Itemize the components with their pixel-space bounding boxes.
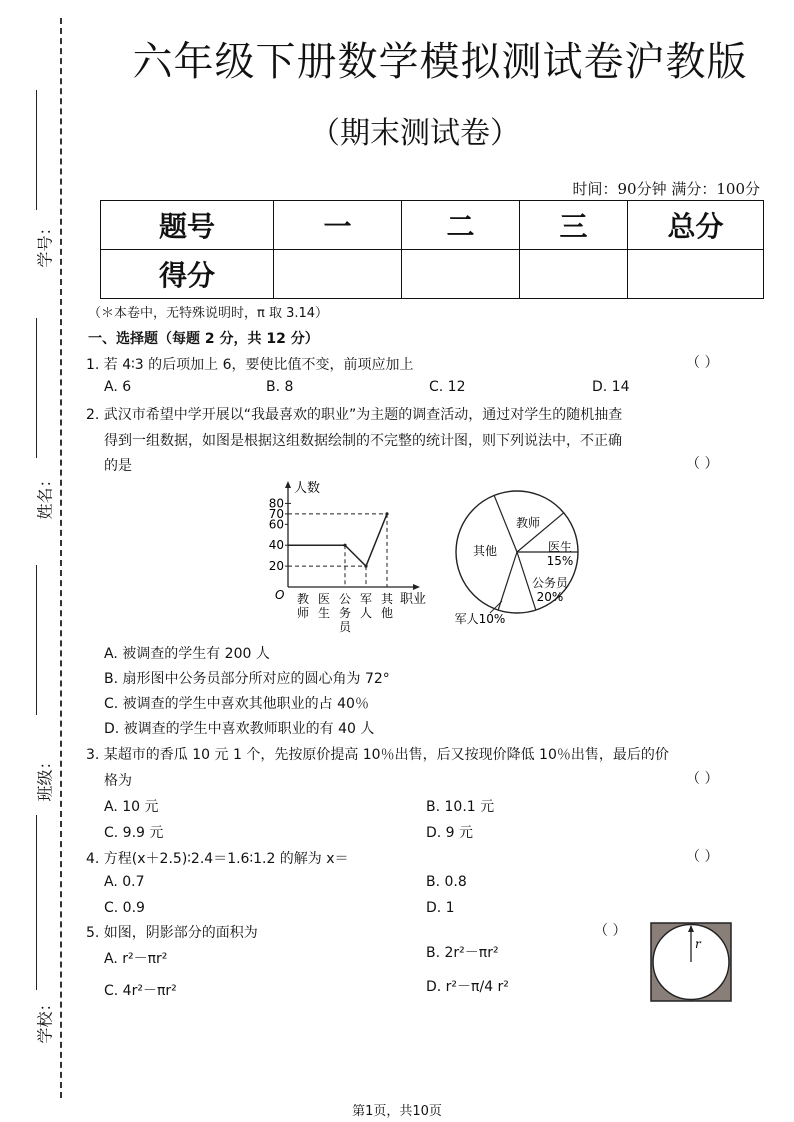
q2-option-b: B. 扇形图中公务员部分所对应的圆心角为 72° bbox=[104, 671, 390, 687]
data-point bbox=[364, 565, 367, 568]
x-tick-label: 医 bbox=[317, 592, 331, 606]
y-tick-label: 60 bbox=[268, 517, 284, 532]
page-footer: 第1页，共10页 bbox=[352, 1104, 442, 1119]
q3-option-b: B. 10.1 元 bbox=[426, 799, 495, 815]
question-3-stem: 3. 某超市的香瓜 10 元 1 个，先按原价提高 10％出售，后又按现价降低 10％出售，最后的价 bbox=[86, 747, 669, 763]
x-tick-label: 公 bbox=[338, 592, 352, 606]
x-tick-label: 生 bbox=[317, 606, 331, 620]
name-label: 姓名： bbox=[35, 471, 55, 520]
exam-meta: 时间：90分钟 满分：100分 bbox=[572, 180, 760, 198]
school-label: 学校： bbox=[35, 995, 55, 1044]
pie-slice-percent: 15% bbox=[546, 554, 574, 568]
answer-bracket[interactable]: （ ） bbox=[594, 923, 627, 939]
score-table-header-row bbox=[101, 201, 764, 250]
statistics-chart bbox=[250, 475, 574, 640]
x-axis-arrow bbox=[413, 584, 420, 590]
score-cell[interactable] bbox=[628, 250, 764, 299]
y-tick-label: 20 bbox=[268, 559, 284, 574]
page-subtitle: （期末测试卷） bbox=[310, 116, 520, 151]
pi-note: （＊本卷中，无特殊说明时，π 取 3.14） bbox=[88, 306, 329, 321]
question-2-stem: 2. 武汉市希望中学开展以“我最喜欢的职业”为主题的调查活动，通过对学生的随机抽查 bbox=[86, 407, 623, 423]
x-tick-label: 军 bbox=[359, 592, 373, 606]
pie-slice-percent: 20% bbox=[536, 590, 564, 604]
score-table bbox=[100, 200, 764, 299]
y-tick-label: 70 bbox=[268, 506, 284, 521]
answer-bracket[interactable]: （ ） bbox=[686, 456, 719, 472]
section-heading: 一、选择题（每题 2 分，共 12 分） bbox=[88, 331, 319, 347]
x-tick-label: 人 bbox=[359, 606, 373, 620]
question-5-stem: 5. 如图，阴影部分的面积为 bbox=[86, 925, 258, 941]
score-header-cell: 三 bbox=[520, 201, 628, 250]
q5-option-a: A. r²－πr² bbox=[104, 951, 168, 967]
y-axis-label: 人数 bbox=[294, 481, 321, 496]
x-tick-label: 务 bbox=[338, 606, 352, 620]
q3-option-c: C. 9.9 元 bbox=[104, 825, 164, 841]
class-label: 班级： bbox=[35, 753, 55, 802]
score-header-cell: 一 bbox=[274, 201, 402, 250]
line-chart bbox=[269, 480, 426, 634]
binding-margin bbox=[0, 0, 90, 1122]
x-tick-label: 员 bbox=[338, 620, 352, 634]
q2-figure bbox=[250, 475, 574, 644]
pie-chart bbox=[455, 491, 578, 626]
q4-option-a: A. 0.7 bbox=[104, 874, 145, 890]
answer-bracket[interactable]: （ ） bbox=[686, 849, 719, 865]
question-2-stem-end: 的是 bbox=[104, 458, 132, 474]
score-table-score-row bbox=[101, 250, 764, 299]
score-header-cell: 题号 bbox=[101, 201, 274, 250]
x-axis-label: 职业 bbox=[400, 592, 427, 607]
q2-option-a: A. 被调查的学生有 200 人 bbox=[104, 646, 270, 662]
q1-option-a: A. 6 bbox=[104, 379, 132, 395]
origin-label: O bbox=[275, 588, 285, 602]
q2-option-c: C. 被调查的学生中喜欢其他职业的占 40％ bbox=[104, 696, 369, 712]
score-header-cell: 二 bbox=[402, 201, 520, 250]
q5-figure bbox=[650, 922, 732, 1006]
series-line bbox=[288, 514, 387, 566]
page-title: 六年级下册数学模拟测试卷沪教版 bbox=[132, 39, 748, 85]
school-line bbox=[36, 815, 37, 990]
score-header-cell: 总分 bbox=[628, 201, 764, 250]
x-tick-label: 其 bbox=[380, 592, 394, 606]
data-point bbox=[343, 544, 346, 547]
y-tick-label: 40 bbox=[268, 538, 284, 553]
q4-option-c: C. 0.9 bbox=[104, 900, 145, 916]
q2-option-d: D. 被调查的学生中喜欢教师职业的有 40 人 bbox=[104, 721, 375, 737]
pie-slice-label: 教师 bbox=[515, 516, 541, 530]
pie-slice-label: 公务员 bbox=[531, 576, 569, 590]
student-id-label: 学号： bbox=[35, 219, 55, 268]
y-tick-label: 80 bbox=[268, 496, 284, 511]
q3-option-a: A. 10 元 bbox=[104, 799, 159, 815]
name-line bbox=[36, 318, 37, 458]
q4-option-b: B. 0.8 bbox=[426, 874, 467, 890]
circle-in-square-diagram bbox=[650, 922, 732, 1002]
q5-option-d: D. r²－π/4 r² bbox=[426, 979, 509, 995]
q3-option-d: D. 9 元 bbox=[426, 825, 474, 841]
score-row-label: 得分 bbox=[101, 250, 274, 299]
radius-label: r bbox=[695, 937, 701, 951]
answer-bracket[interactable]: （ ） bbox=[686, 355, 719, 371]
pie-slice-label: 军人10% bbox=[454, 612, 506, 626]
data-point bbox=[385, 512, 388, 515]
question-4-stem: 4. 方程(x＋2.5)∶2.4＝1.6∶1.2 的解为 x＝ bbox=[86, 851, 349, 867]
score-cell[interactable] bbox=[274, 250, 402, 299]
answer-bracket[interactable]: （ ） bbox=[686, 771, 719, 787]
q5-option-b: B. 2r²－πr² bbox=[426, 945, 499, 961]
cut-line bbox=[60, 18, 62, 1098]
y-axis-arrow bbox=[285, 481, 291, 488]
x-tick-label: 他 bbox=[380, 606, 394, 620]
score-cell[interactable] bbox=[402, 250, 520, 299]
class-line bbox=[36, 565, 37, 715]
q4-option-d: D. 1 bbox=[426, 900, 455, 916]
question-3-stem-cont: 格为 bbox=[104, 773, 132, 789]
pie-slice-label: 医生 bbox=[547, 540, 573, 554]
q1-option-b: B. 8 bbox=[266, 379, 294, 395]
x-tick-label: 师 bbox=[296, 606, 310, 620]
question-1-stem: 1. 若 4∶3 的后项加上 6，要使比值不变，前项应加上 bbox=[86, 357, 414, 373]
score-cell[interactable] bbox=[520, 250, 628, 299]
x-tick-label: 教 bbox=[296, 592, 310, 606]
pie-slice-label: 其他 bbox=[472, 544, 498, 558]
q1-option-d: D. 14 bbox=[592, 379, 630, 395]
question-2-stem-cont: 得到一组数据，如图是根据这组数据绘制的不完整的统计图，则下列说法中，不正确 bbox=[104, 433, 622, 449]
q5-option-c: C. 4r²－πr² bbox=[104, 983, 177, 999]
q1-option-c: C. 12 bbox=[429, 379, 466, 395]
student-id-line bbox=[36, 90, 37, 210]
